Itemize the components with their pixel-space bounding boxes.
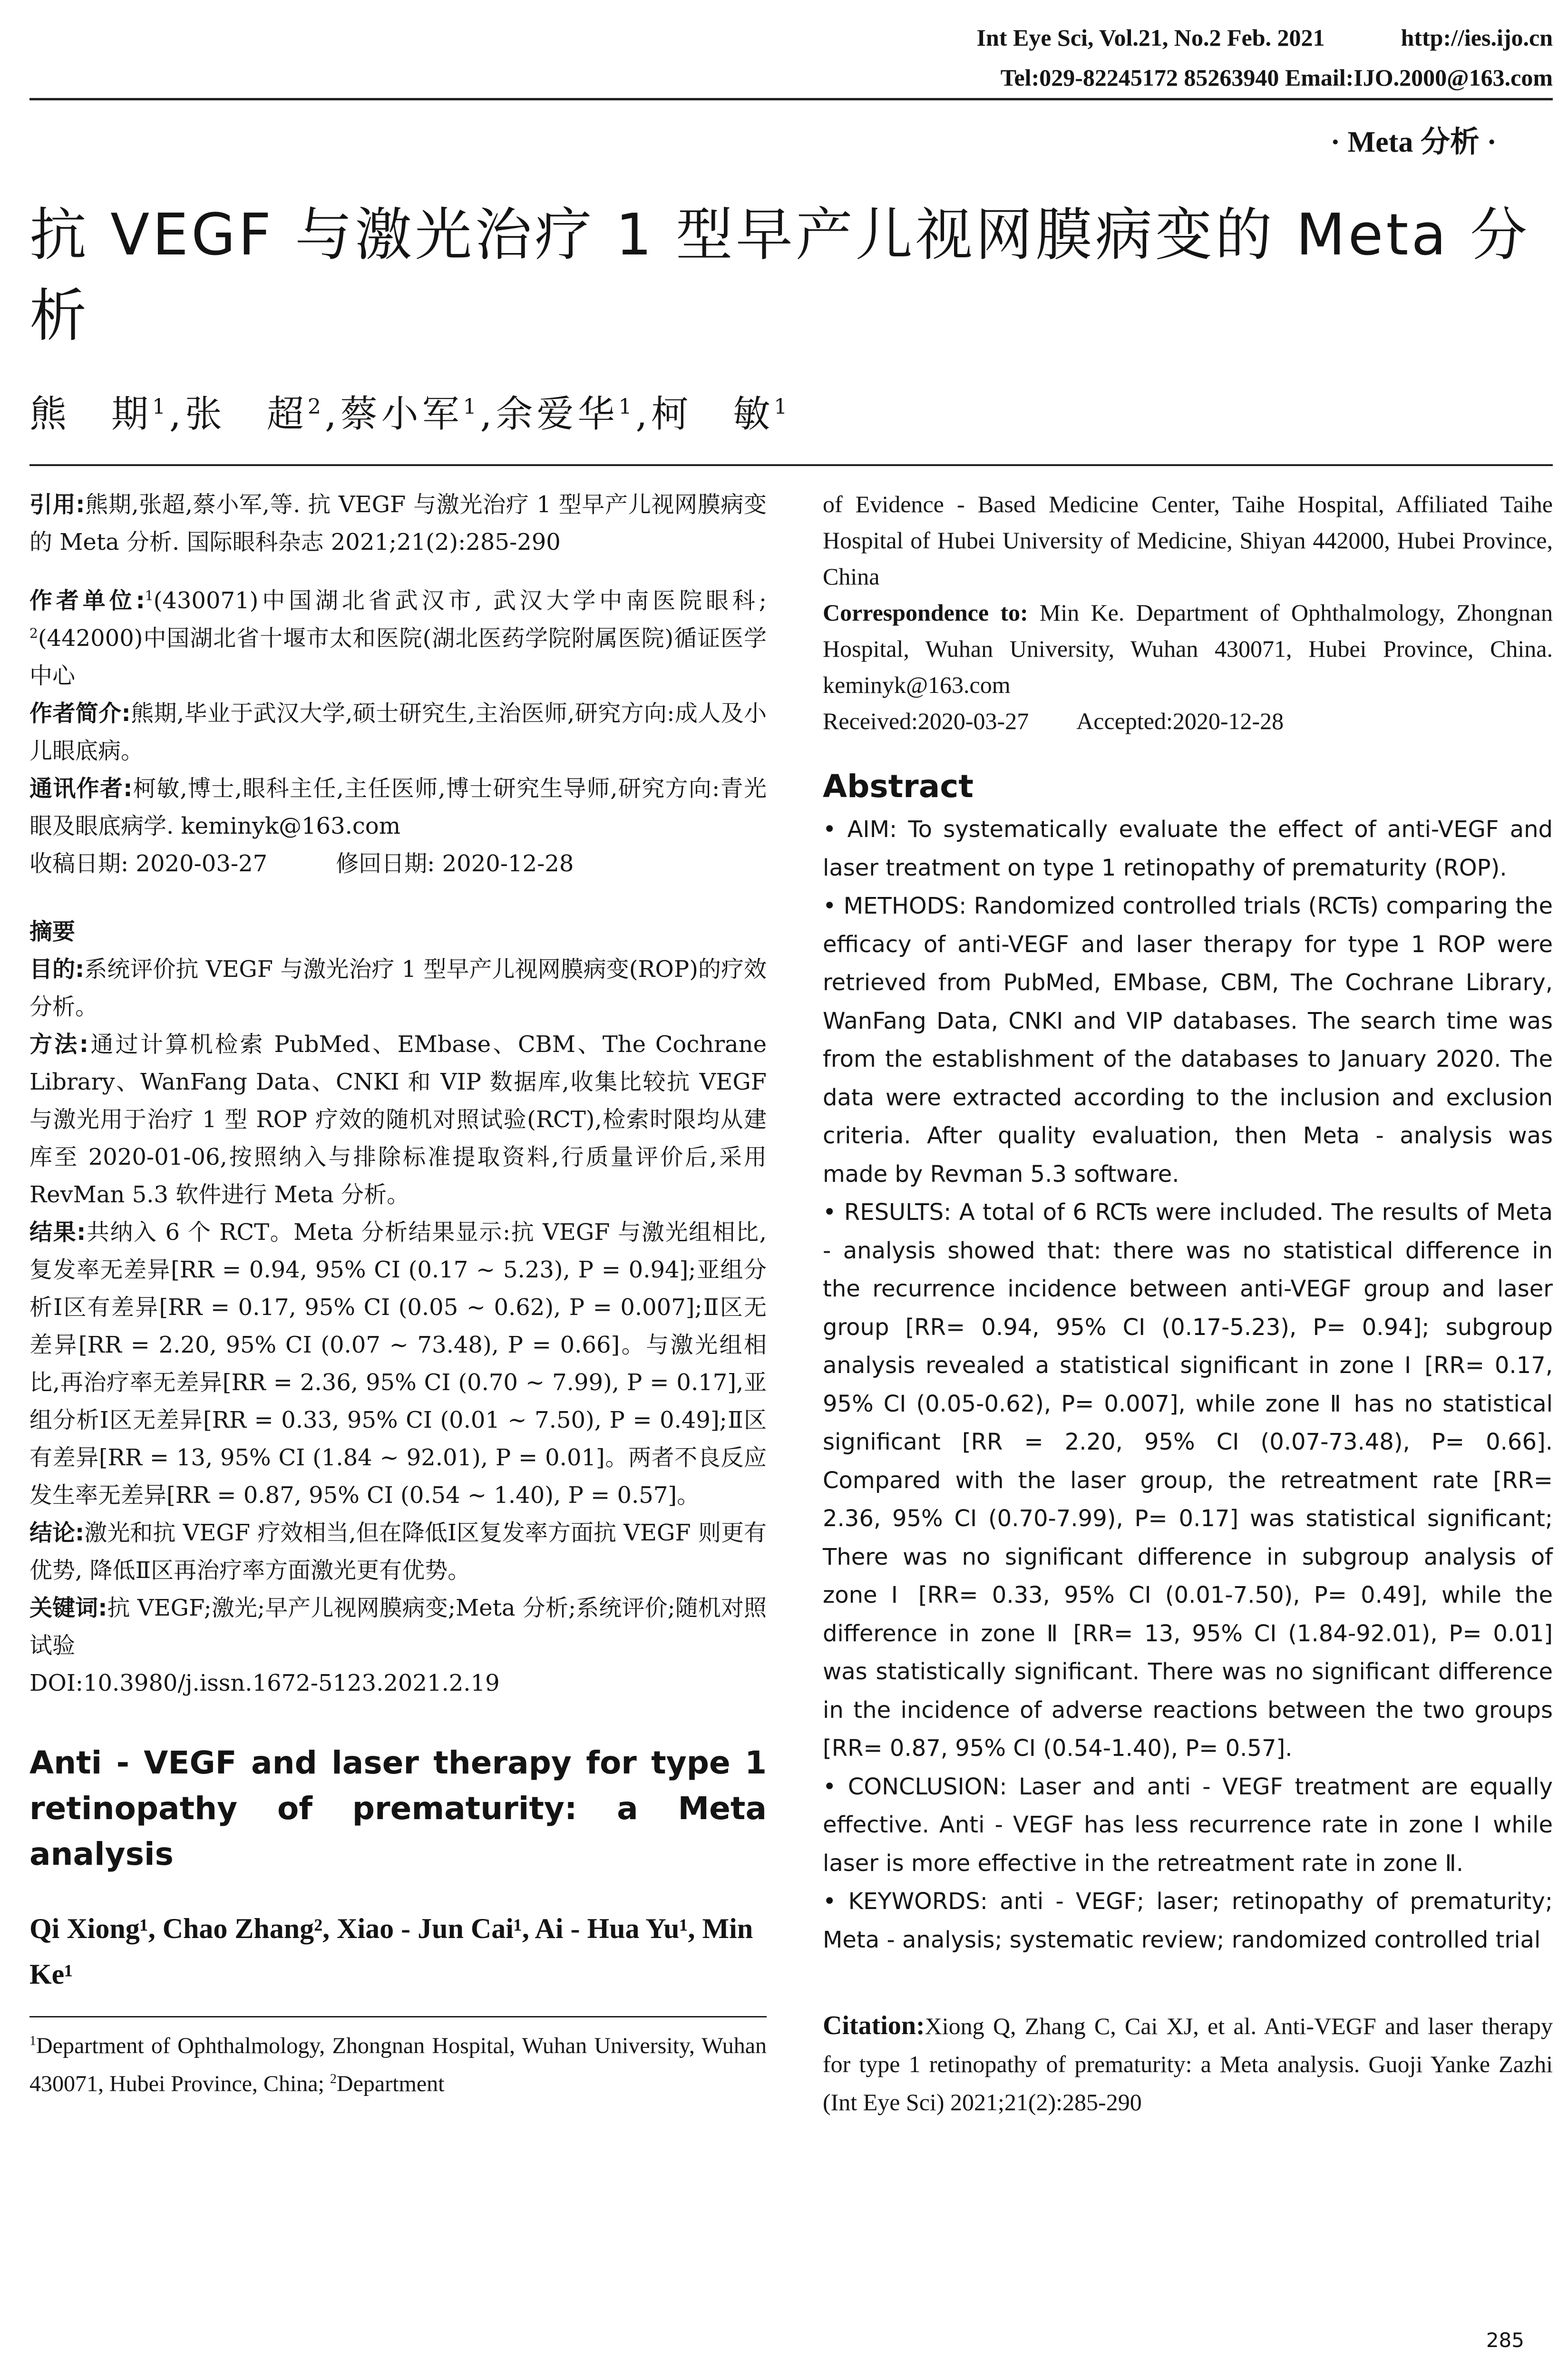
page-number: 285 [1486,2328,1524,2352]
author-name: 柯 敏 [651,393,774,436]
authors-en: Qi Xiong¹, Chao Zhang², Xiao - Jun Cai¹, Ai - Hua Yu¹, Min Ke¹ [29,1913,753,1990]
author-bio: 作者简介:熊期,毕业于武汉大学,硕士研究生,主治医师,研究方向:成人及小儿眼底病。 [29,700,767,764]
header-divider [29,98,1553,100]
right-column [823,486,1553,2121]
article-title-cn: 抗 VEGF 与激光治疗 1 型早产儿视网膜病变的 Meta 分析 [29,202,1530,349]
affiliations-en: $^1$Department of Ophthalmology, Zhongnan Hospital, Wuhan University, Wuhan 430071, Hubei Province, China; $^2$Department [29,2033,767,2096]
keywords-cn: 关键词:抗 VEGF;激光;早产儿视网膜病变;Meta 分析;系统评价;随机对照试验 [29,1595,767,1659]
affiliations-en-cont: of Evidence - Based Medicine Center, Taihe Hospital, Affiliated Taihe Hospital of Hubei University of Medicine, Shiyan 442000, Hubei Province, China [823,491,1553,590]
title-divider [29,464,1553,466]
citation-en: Citation:Xiong Q, Zhang C, Cai XJ, et al. Anti-VEGF and laser therapy for type 1 retinopathy of prematurity: a Meta analysis. Guoji Yanke Zazhi (Int Eye Sci) 2021;21(2):285-290 [823,2011,1553,2115]
journal-header-line [977,21,1553,54]
left-column [29,486,767,2103]
journal-info: Int Eye Sci, Vol.21, No.2 Feb. 2021 [976,24,1325,51]
received-dates: Received:2020-03-27 Accepted:2020-12-28 [823,708,1284,734]
methods-cn: 方法:通过计算机检索 PubMed、EMbase、CBM、The Cochrane Library、WanFang Data、CNKI 和 VIP 数据库,收集比较抗 VEGF 与激光用于治疗 1 型 ROP 疗效的随机对照试验(RCT),检索时限均从建库至 2020-01-06,按照纳入与排除标准提取资料,行质量评价后,采用 RevMan 5.3 软件进行 Meta 分析。 [29,1031,767,1208]
author-unit: 作者单位:$^1$(430071)中国湖北省武汉市, 武汉大学中南医院眼科; $^2$(442000)中国湖北省十堰市太和医院(湖北医药学院附属医院)循证医学中心 [29,587,767,689]
authors-cn: 熊 期$^1$,张 超$^2$,蔡小军$^1$,余爱华$^1$,柯 敏$^1$ [29,393,791,436]
author-name: 张 超 [185,393,308,436]
results-en: • RESULTS: A total of 6 RCTs were included. The results of Meta - analysis showed that: there was no statistical difference in the recurrence incidence between anti-VEGF group and laser group [RR= 0.94, 95% CI (0.17-5.23), P= 0.94]; subgroup analysis revealed a statistical significant in zone Ⅰ [RR= 0.17, 95% CI (0.05-0.62), P= 0.007], while zone Ⅱ has no statistical significant [RR = 2.20, 95% CI (0.07-73.48), P= 0.66]. Compared with the laser group, the retreatment rate [RR= 2.36, 95% CI (0.70-7.99), P= 0.17] was statistical significant; There was no significant difference in subgroup analysis of zone Ⅰ [RR= 0.33, 95% CI (0.01-7.50), P= 0.49], while the difference in zone Ⅱ [RR= 13, 95% CI (1.84-92.01), P= 0.01] was statistically significant. There was no significant difference in the incidence of adverse reactions between the two groups [RR= 0.87, 95% CI (0.54-1.40), P= 0.57]. [823,1199,1553,1762]
results-cn: 结果:共纳入 6 个 RCT。Meta 分析结果显示:抗 VEGF 与激光组相比,复发率无差异[RR = 0.94, 95% CI (0.17 ~ 5.23), P = 0.94];亚组分析Ⅰ区有差异[RR = 0.17, 95% CI (0.05 ~ 0.62), P = 0.007];Ⅱ区无差异[RR = 2.20, 95% CI (0.07 ~ 73.48), P = 0.66]。与激光组相比,再治疗率无差异[RR = 2.36, 95% CI (0.70 ~ 7.99), P = 0.17],亚组分析Ⅰ区无差异[RR = 0.33, 95% CI (0.01 ~ 7.50), P = 0.49];Ⅱ区有差异[RR = 13, 95% CI (1.84 ~ 92.01), P = 0.01]。两者不良反应发生率无差异[RR = 0.87, 95% CI (0.54 ~ 1.40), P = 0.57]。 [29,1219,767,1509]
correspondence-en: Correspondence to: Min Ke. Department of Ophthalmology, Zhongnan Hospital, Wuhan University, Wuhan 430071, Hubei Province, China. keminyk@163.com [823,599,1553,698]
article-title-en: Anti - VEGF and laser therapy for type 1 retinopathy of prematurity: a Meta analysis [29,1744,767,1872]
abstract-heading-en: Abstract [823,768,974,805]
abstract-heading-cn: 摘要 [29,918,76,945]
conclusion-en: • CONCLUSION: Laser and anti - VEGF treatment are equally effective. Anti - VEGF has less recurrence rate in zone Ⅰ while laser is more effective in the retreatment rate in zone Ⅱ. [823,1773,1553,1877]
aim-cn: 目的:系统评价抗 VEGF 与激光治疗 1 型早产儿视网膜病变(ROP)的疗效分析。 [29,956,767,1020]
corresponding-author-cn: 通讯作者:柯敏,博士,眼科主任,主任医师,博士研究生导师,研究方向:青光眼及眼底病学. keminyk@163.com [29,775,767,839]
author-name: 余爱华 [496,393,619,436]
methods-en: • METHODS: Randomized controlled trials (RCTs) comparing the efficacy of anti-VEGF and laser therapy for type 1 ROP were retrieved from PubMed, EMbase, CBM, The Cochrane Library, WanFang Data, CNKI and VIP databases. The search time was from the establishment of the databases to January 2020. The data were extracted according to the inclusion and exclusion criteria. After quality evaluation, then Meta - analysis was made by Revman 5.3 software. [823,893,1553,1188]
journal-url[interactable]: http://ies.ijo.cn [1401,24,1553,51]
section-tag: · Meta 分析 · [1330,126,1497,158]
citation-cn: 引用:熊期,张超,蔡小军,等. 抗 VEGF 与激光治疗 1 型早产儿视网膜病变的 Meta 分析. 国际眼科杂志 2021;21(2):285-290 [29,491,767,555]
keywords-en: • KEYWORDS: anti - VEGF; laser; retinopathy of prematurity; Meta - analysis; systematic review; randomized controlled trial [823,1888,1553,1953]
conclusion-cn: 结论:激光和抗 VEGF 疗效相当,但在降低Ⅰ区复发率方面抗 VEGF 则更有优势, 降低Ⅱ区再治疗率方面激光更有优势。 [29,1520,767,1584]
footnote-divider [29,2016,767,2017]
journal-contact: Tel:029-82245172 85263940 Email:IJO.2000@163.com [1000,64,1553,91]
author-name: 蔡小军 [340,393,463,436]
author-name: 熊 期 [29,393,153,436]
dates-cn: 收稿日期: 2020-03-27 修回日期: 2020-12-28 [29,850,574,877]
aim-en: • AIM: To systematically evaluate the effect of anti-VEGF and laser treatment on type 1 retinopathy of prematurity (ROP). [823,816,1553,881]
doi[interactable]: DOI:10.3980/j.issn.1672-5123.2021.2.19 [29,1670,500,1696]
